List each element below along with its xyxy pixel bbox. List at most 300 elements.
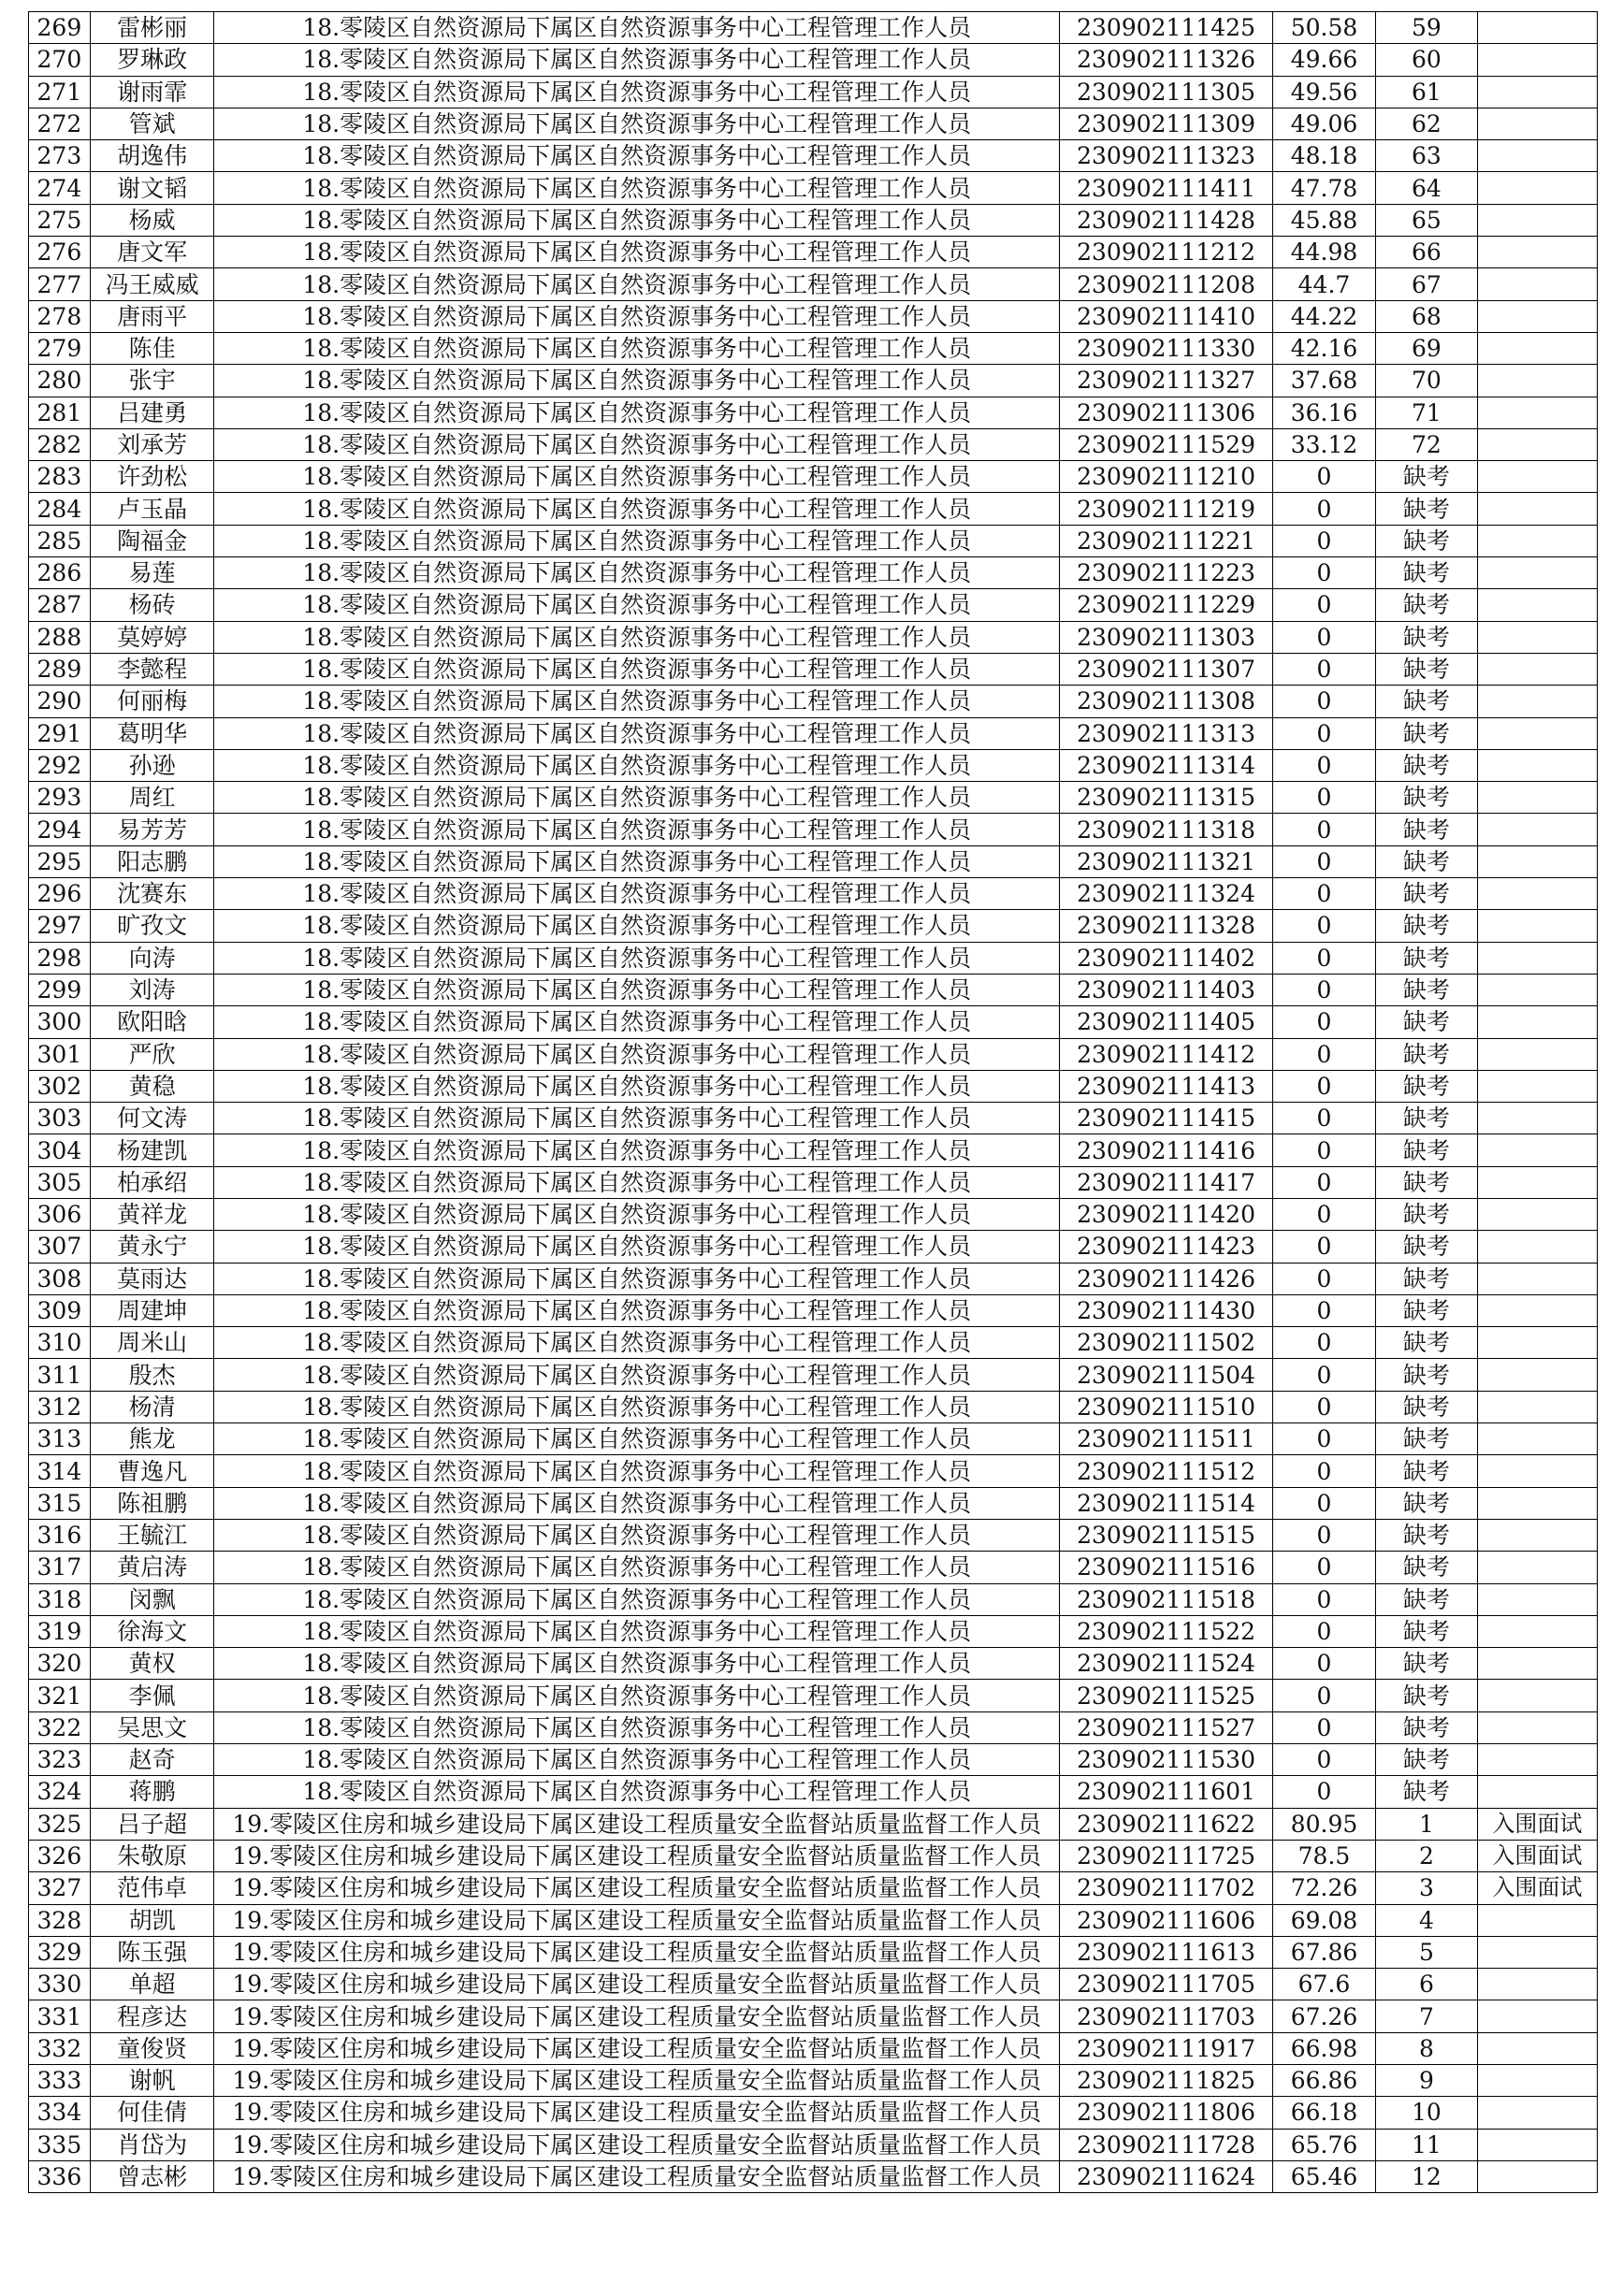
table-row (29, 428, 1598, 460)
ticket-number: 230902111328 (1060, 910, 1273, 942)
exam-score: 69.08 (1273, 1904, 1376, 1936)
candidate-name: 欧阳晗 (90, 1006, 214, 1038)
row-number: 295 (29, 845, 91, 877)
rank: 12 (1375, 2160, 1477, 2192)
ticket-number: 230902111318 (1060, 814, 1273, 845)
candidate-name: 沈赛东 (90, 878, 214, 910)
exam-score: 48.18 (1273, 140, 1376, 172)
candidate-name: 向涛 (90, 942, 214, 974)
rank: 缺考 (1375, 878, 1477, 910)
table-row (29, 653, 1598, 685)
exam-score: 0 (1273, 557, 1376, 589)
rank: 缺考 (1375, 1231, 1477, 1263)
position-name: 18.零陵区自然资源局下属区自然资源事务中心工程管理工作人员 (214, 621, 1060, 653)
row-number: 336 (29, 2160, 91, 2192)
candidate-name: 黄稳 (90, 1070, 214, 1102)
exam-score: 0 (1273, 1711, 1376, 1743)
position-name: 18.零陵区自然资源局下属区自然资源事务中心工程管理工作人员 (214, 108, 1060, 139)
candidate-name: 胡逸伟 (90, 140, 214, 172)
candidate-name: 徐海文 (90, 1615, 214, 1647)
rank: 缺考 (1375, 525, 1477, 556)
exam-score: 0 (1273, 814, 1376, 845)
rank: 缺考 (1375, 1615, 1477, 1647)
position-name: 19.零陵区住房和城乡建设局下属区建设工程质量安全监督站质量监督工作人员 (214, 2160, 1060, 2192)
interview-status (1477, 2097, 1597, 2129)
rank: 缺考 (1375, 1359, 1477, 1391)
row-number: 282 (29, 428, 91, 460)
table-row (29, 12, 1598, 44)
exam-score: 66.18 (1273, 2097, 1376, 2129)
ticket-number: 230902111315 (1060, 782, 1273, 814)
candidate-name: 黄权 (90, 1648, 214, 1680)
interview-status (1477, 76, 1597, 108)
rank: 67 (1375, 268, 1477, 300)
candidate-name: 何佳倩 (90, 2097, 214, 2129)
rank: 缺考 (1375, 1263, 1477, 1294)
position-name: 18.零陵区自然资源局下属区自然资源事务中心工程管理工作人员 (214, 237, 1060, 268)
ticket-number: 230902111308 (1060, 686, 1273, 717)
row-number: 319 (29, 1615, 91, 1647)
candidate-name: 熊龙 (90, 1423, 214, 1455)
table-row (29, 1711, 1598, 1743)
candidate-name: 胡凯 (90, 1904, 214, 1936)
candidate-name: 王毓江 (90, 1519, 214, 1551)
row-number: 302 (29, 1070, 91, 1102)
ticket-number: 230902111306 (1060, 397, 1273, 428)
interview-status (1477, 140, 1597, 172)
ticket-number: 230902111326 (1060, 44, 1273, 76)
exam-score: 0 (1273, 653, 1376, 685)
candidate-name: 易莲 (90, 557, 214, 589)
exam-score: 0 (1273, 717, 1376, 749)
rank: 缺考 (1375, 942, 1477, 974)
rank: 缺考 (1375, 1519, 1477, 1551)
interview-status (1477, 2160, 1597, 2192)
candidate-name: 陶福金 (90, 525, 214, 556)
candidate-name: 周红 (90, 782, 214, 814)
position-name: 18.零陵区自然资源局下属区自然资源事务中心工程管理工作人员 (214, 1776, 1060, 1808)
table-row (29, 1134, 1598, 1166)
rank: 缺考 (1375, 1552, 1477, 1583)
table-row (29, 172, 1598, 204)
candidate-name: 旷孜文 (90, 910, 214, 942)
exam-score: 0 (1273, 1455, 1376, 1487)
ticket-number: 230902111405 (1060, 1006, 1273, 1038)
table-row (29, 2000, 1598, 2032)
ticket-number: 230902111529 (1060, 428, 1273, 460)
interview-status (1477, 1519, 1597, 1551)
exam-score: 72.26 (1273, 1872, 1376, 1904)
exam-score: 0 (1273, 589, 1376, 621)
ticket-number: 230902111428 (1060, 204, 1273, 236)
position-name: 18.零陵区自然资源局下属区自然资源事务中心工程管理工作人员 (214, 814, 1060, 845)
ticket-number: 230902111522 (1060, 1615, 1273, 1647)
interview-status (1477, 300, 1597, 332)
rank: 缺考 (1375, 749, 1477, 781)
ticket-number: 230902111702 (1060, 1872, 1273, 1904)
position-name: 18.零陵区自然资源局下属区自然资源事务中心工程管理工作人员 (214, 12, 1060, 44)
interview-status (1477, 974, 1597, 1005)
table-row (29, 1969, 1598, 2000)
exam-score: 0 (1273, 1294, 1376, 1326)
interview-status (1477, 878, 1597, 910)
rank: 缺考 (1375, 686, 1477, 717)
position-name: 19.零陵区住房和城乡建设局下属区建设工程质量安全监督站质量监督工作人员 (214, 2129, 1060, 2160)
interview-status (1477, 1969, 1597, 2000)
ticket-number: 230902111223 (1060, 557, 1273, 589)
table-row (29, 1231, 1598, 1263)
ticket-number: 230902111413 (1060, 1070, 1273, 1102)
position-name: 18.零陵区自然资源局下属区自然资源事务中心工程管理工作人员 (214, 974, 1060, 1005)
table-row (29, 1904, 1598, 1936)
interview-status (1477, 1423, 1597, 1455)
row-number: 328 (29, 1904, 91, 1936)
exam-score: 0 (1273, 461, 1376, 493)
candidate-name: 柏承绍 (90, 1166, 214, 1198)
candidate-name: 莫婷婷 (90, 621, 214, 653)
exam-score: 0 (1273, 910, 1376, 942)
rank: 63 (1375, 140, 1477, 172)
row-number: 327 (29, 1872, 91, 1904)
exam-score: 0 (1273, 942, 1376, 974)
interview-status (1477, 493, 1597, 525)
interview-status (1477, 2129, 1597, 2160)
interview-status (1477, 686, 1597, 717)
rank: 缺考 (1375, 1680, 1477, 1711)
rank: 缺考 (1375, 493, 1477, 525)
rank: 缺考 (1375, 782, 1477, 814)
candidate-name: 赵奇 (90, 1744, 214, 1776)
interview-status (1477, 1038, 1597, 1070)
exam-score: 45.88 (1273, 204, 1376, 236)
interview-status (1477, 1166, 1597, 1198)
rank: 缺考 (1375, 1294, 1477, 1326)
ticket-number: 230902111415 (1060, 1103, 1273, 1134)
ticket-number: 230902111425 (1060, 12, 1273, 44)
interview-status (1477, 1070, 1597, 1102)
candidate-name: 黄祥龙 (90, 1198, 214, 1230)
ticket-number: 230902111728 (1060, 2129, 1273, 2160)
rank: 缺考 (1375, 1006, 1477, 1038)
candidate-name: 卢玉晶 (90, 493, 214, 525)
position-name: 18.零陵区自然资源局下属区自然资源事务中心工程管理工作人员 (214, 686, 1060, 717)
table-row (29, 300, 1598, 332)
candidate-name: 谢帆 (90, 2065, 214, 2097)
interview-status (1477, 814, 1597, 845)
rank: 缺考 (1375, 621, 1477, 653)
exam-score: 65.46 (1273, 2160, 1376, 2192)
row-number: 309 (29, 1294, 91, 1326)
interview-status (1477, 365, 1597, 397)
row-number: 306 (29, 1198, 91, 1230)
exam-score: 0 (1273, 1103, 1376, 1134)
row-number: 300 (29, 1006, 91, 1038)
row-number: 276 (29, 237, 91, 268)
ticket-number: 230902111504 (1060, 1359, 1273, 1391)
candidate-name: 葛明华 (90, 717, 214, 749)
table-row (29, 942, 1598, 974)
row-number: 317 (29, 1552, 91, 1583)
position-name: 19.零陵区住房和城乡建设局下属区建设工程质量安全监督站质量监督工作人员 (214, 2065, 1060, 2097)
rank: 65 (1375, 204, 1477, 236)
position-name: 18.零陵区自然资源局下属区自然资源事务中心工程管理工作人员 (214, 1006, 1060, 1038)
position-name: 18.零陵区自然资源局下属区自然资源事务中心工程管理工作人员 (214, 76, 1060, 108)
row-number: 326 (29, 1840, 91, 1871)
interview-status (1477, 1263, 1597, 1294)
table-row (29, 1680, 1598, 1711)
rank: 缺考 (1375, 910, 1477, 942)
ticket-number: 230902111624 (1060, 2160, 1273, 2192)
row-number: 296 (29, 878, 91, 910)
row-number: 284 (29, 493, 91, 525)
candidate-name: 许劲松 (90, 461, 214, 493)
position-name: 18.零陵区自然资源局下属区自然资源事务中心工程管理工作人员 (214, 461, 1060, 493)
row-number: 275 (29, 204, 91, 236)
rank: 11 (1375, 2129, 1477, 2160)
interview-status (1477, 845, 1597, 877)
row-number: 291 (29, 717, 91, 749)
interview-status (1477, 268, 1597, 300)
ticket-number: 230902111303 (1060, 621, 1273, 653)
interview-status (1477, 749, 1597, 781)
rank: 61 (1375, 76, 1477, 108)
row-number: 329 (29, 1936, 91, 1968)
candidate-name: 谢雨霏 (90, 76, 214, 108)
position-name: 18.零陵区自然资源局下属区自然资源事务中心工程管理工作人员 (214, 1231, 1060, 1263)
table-row (29, 237, 1598, 268)
position-name: 18.零陵区自然资源局下属区自然资源事务中心工程管理工作人员 (214, 782, 1060, 814)
row-number: 308 (29, 1263, 91, 1294)
position-name: 19.零陵区住房和城乡建设局下属区建设工程质量安全监督站质量监督工作人员 (214, 2097, 1060, 2129)
position-name: 18.零陵区自然资源局下属区自然资源事务中心工程管理工作人员 (214, 493, 1060, 525)
exam-score: 36.16 (1273, 397, 1376, 428)
row-number: 318 (29, 1583, 91, 1615)
ticket-number: 230902111210 (1060, 461, 1273, 493)
candidate-name: 严欣 (90, 1038, 214, 1070)
candidate-name: 莫雨达 (90, 1263, 214, 1294)
table-row (29, 910, 1598, 942)
row-number: 290 (29, 686, 91, 717)
position-name: 18.零陵区自然资源局下属区自然资源事务中心工程管理工作人员 (214, 332, 1060, 364)
rank: 缺考 (1375, 653, 1477, 685)
interview-status (1477, 525, 1597, 556)
row-number: 285 (29, 525, 91, 556)
candidate-name: 殷杰 (90, 1359, 214, 1391)
position-name: 18.零陵区自然资源局下属区自然资源事务中心工程管理工作人员 (214, 365, 1060, 397)
ticket-number: 230902111703 (1060, 2000, 1273, 2032)
interview-status (1477, 717, 1597, 749)
row-number: 301 (29, 1038, 91, 1070)
position-name: 19.零陵区住房和城乡建设局下属区建设工程质量安全监督站质量监督工作人员 (214, 1808, 1060, 1840)
position-name: 18.零陵区自然资源局下属区自然资源事务中心工程管理工作人员 (214, 878, 1060, 910)
rank: 8 (1375, 2032, 1477, 2064)
candidate-name: 黄启涛 (90, 1552, 214, 1583)
row-number: 274 (29, 172, 91, 204)
interview-status (1477, 1391, 1597, 1422)
interview-status (1477, 1198, 1597, 1230)
exam-score: 66.86 (1273, 2065, 1376, 2097)
candidate-name: 蒋鹏 (90, 1776, 214, 1808)
position-name: 18.零陵区自然资源局下属区自然资源事务中心工程管理工作人员 (214, 1711, 1060, 1743)
position-name: 18.零陵区自然资源局下属区自然资源事务中心工程管理工作人员 (214, 428, 1060, 460)
table-row (29, 1327, 1598, 1359)
table-row (29, 589, 1598, 621)
ticket-number: 230902111313 (1060, 717, 1273, 749)
rank: 缺考 (1375, 1070, 1477, 1102)
ticket-number: 230902111512 (1060, 1455, 1273, 1487)
rank: 10 (1375, 2097, 1477, 2129)
position-name: 18.零陵区自然资源局下属区自然资源事务中心工程管理工作人员 (214, 140, 1060, 172)
ticket-number: 230902111825 (1060, 2065, 1273, 2097)
table-row (29, 1294, 1598, 1326)
table-row (29, 1455, 1598, 1487)
candidate-name: 周建坤 (90, 1294, 214, 1326)
table-row (29, 268, 1598, 300)
position-name: 18.零陵区自然资源局下属区自然资源事务中心工程管理工作人员 (214, 1583, 1060, 1615)
exam-score: 0 (1273, 1552, 1376, 1583)
table-row (29, 1487, 1598, 1519)
table-row (29, 814, 1598, 845)
interview-status (1477, 1552, 1597, 1583)
candidate-name: 孙逊 (90, 749, 214, 781)
table-row (29, 1103, 1598, 1134)
rank: 6 (1375, 1969, 1477, 2000)
interview-status (1477, 1294, 1597, 1326)
position-name: 18.零陵区自然资源局下属区自然资源事务中心工程管理工作人员 (214, 204, 1060, 236)
interview-status (1477, 1936, 1597, 1968)
row-number: 314 (29, 1455, 91, 1487)
candidate-name: 陈玉强 (90, 1936, 214, 1968)
interview-status (1477, 12, 1597, 44)
row-number: 281 (29, 397, 91, 428)
exam-score: 50.58 (1273, 12, 1376, 44)
candidate-name: 唐雨平 (90, 300, 214, 332)
position-name: 18.零陵区自然资源局下属区自然资源事务中心工程管理工作人员 (214, 749, 1060, 781)
ticket-number: 230902111403 (1060, 974, 1273, 1005)
row-number: 325 (29, 1808, 91, 1840)
row-number: 272 (29, 108, 91, 139)
interview-status (1477, 108, 1597, 139)
ticket-number: 230902111524 (1060, 1648, 1273, 1680)
candidate-name: 冯王威威 (90, 268, 214, 300)
table-row (29, 493, 1598, 525)
candidate-name: 刘承芳 (90, 428, 214, 460)
exam-score: 0 (1273, 1487, 1376, 1519)
ticket-number: 230902111511 (1060, 1423, 1273, 1455)
candidate-name: 杨建凯 (90, 1134, 214, 1166)
row-number: 289 (29, 653, 91, 685)
exam-score: 49.56 (1273, 76, 1376, 108)
candidate-name: 陈佳 (90, 332, 214, 364)
exam-score: 65.76 (1273, 2129, 1376, 2160)
ticket-number: 230902111622 (1060, 1808, 1273, 1840)
rank: 缺考 (1375, 1648, 1477, 1680)
candidate-name: 童俊贤 (90, 2032, 214, 2064)
row-number: 278 (29, 300, 91, 332)
table-row (29, 332, 1598, 364)
table-row (29, 1936, 1598, 1968)
rank: 缺考 (1375, 845, 1477, 877)
position-name: 18.零陵区自然资源局下属区自然资源事务中心工程管理工作人员 (214, 1294, 1060, 1326)
rank: 缺考 (1375, 717, 1477, 749)
table-row (29, 782, 1598, 814)
position-name: 18.零陵区自然资源局下属区自然资源事务中心工程管理工作人员 (214, 172, 1060, 204)
position-name: 18.零陵区自然资源局下属区自然资源事务中心工程管理工作人员 (214, 942, 1060, 974)
interview-status (1477, 589, 1597, 621)
ticket-number: 230902111314 (1060, 749, 1273, 781)
ticket-number: 230902111518 (1060, 1583, 1273, 1615)
rank: 缺考 (1375, 1166, 1477, 1198)
rank: 69 (1375, 332, 1477, 364)
candidate-name: 杨清 (90, 1391, 214, 1422)
exam-score: 0 (1273, 1519, 1376, 1551)
row-number: 320 (29, 1648, 91, 1680)
row-number: 332 (29, 2032, 91, 2064)
position-name: 19.零陵区住房和城乡建设局下属区建设工程质量安全监督站质量监督工作人员 (214, 1872, 1060, 1904)
exam-score: 0 (1273, 1134, 1376, 1166)
table-row (29, 140, 1598, 172)
table-row (29, 2065, 1598, 2097)
ticket-number: 230902111411 (1060, 172, 1273, 204)
table-row (29, 44, 1598, 76)
ticket-number: 230902111327 (1060, 365, 1273, 397)
position-name: 18.零陵区自然资源局下属区自然资源事务中心工程管理工作人员 (214, 717, 1060, 749)
ticket-number: 230902111420 (1060, 1198, 1273, 1230)
interview-status (1477, 910, 1597, 942)
ticket-number: 230902111530 (1060, 1744, 1273, 1776)
ticket-number: 230902111330 (1060, 332, 1273, 364)
position-name: 19.零陵区住房和城乡建设局下属区建设工程质量安全监督站质量监督工作人员 (214, 1840, 1060, 1871)
ticket-number: 230902111212 (1060, 237, 1273, 268)
table-row (29, 108, 1598, 139)
table-row (29, 717, 1598, 749)
rank: 缺考 (1375, 1198, 1477, 1230)
position-name: 18.零陵区自然资源局下属区自然资源事务中心工程管理工作人员 (214, 1680, 1060, 1711)
rank: 5 (1375, 1936, 1477, 1968)
interview-status (1477, 1231, 1597, 1263)
position-name: 18.零陵区自然资源局下属区自然资源事务中心工程管理工作人员 (214, 1519, 1060, 1551)
candidate-name: 雷彬丽 (90, 12, 214, 44)
table-row (29, 1038, 1598, 1070)
candidate-name: 何丽梅 (90, 686, 214, 717)
ticket-number: 230902111525 (1060, 1680, 1273, 1711)
interview-status: 入围面试 (1477, 1808, 1597, 1840)
table-row (29, 365, 1598, 397)
position-name: 18.零陵区自然资源局下属区自然资源事务中心工程管理工作人员 (214, 1263, 1060, 1294)
exam-score: 66.98 (1273, 2032, 1376, 2064)
row-number: 310 (29, 1327, 91, 1359)
exam-score: 0 (1273, 1038, 1376, 1070)
exam-score: 47.78 (1273, 172, 1376, 204)
interview-status (1477, 2065, 1597, 2097)
candidate-name: 吕建勇 (90, 397, 214, 428)
exam-score: 67.26 (1273, 2000, 1376, 2032)
table-row (29, 525, 1598, 556)
candidate-name: 罗琳政 (90, 44, 214, 76)
rank: 缺考 (1375, 1327, 1477, 1359)
ticket-number: 230902111307 (1060, 653, 1273, 685)
exam-score: 0 (1273, 845, 1376, 877)
exam-score: 0 (1273, 1231, 1376, 1263)
exam-score: 0 (1273, 1648, 1376, 1680)
ticket-number: 230902111430 (1060, 1294, 1273, 1326)
candidate-name: 曾志彬 (90, 2160, 214, 2192)
interview-status (1477, 172, 1597, 204)
row-number: 311 (29, 1359, 91, 1391)
ticket-number: 230902111510 (1060, 1391, 1273, 1422)
interview-status (1477, 237, 1597, 268)
table-row (29, 2129, 1598, 2160)
